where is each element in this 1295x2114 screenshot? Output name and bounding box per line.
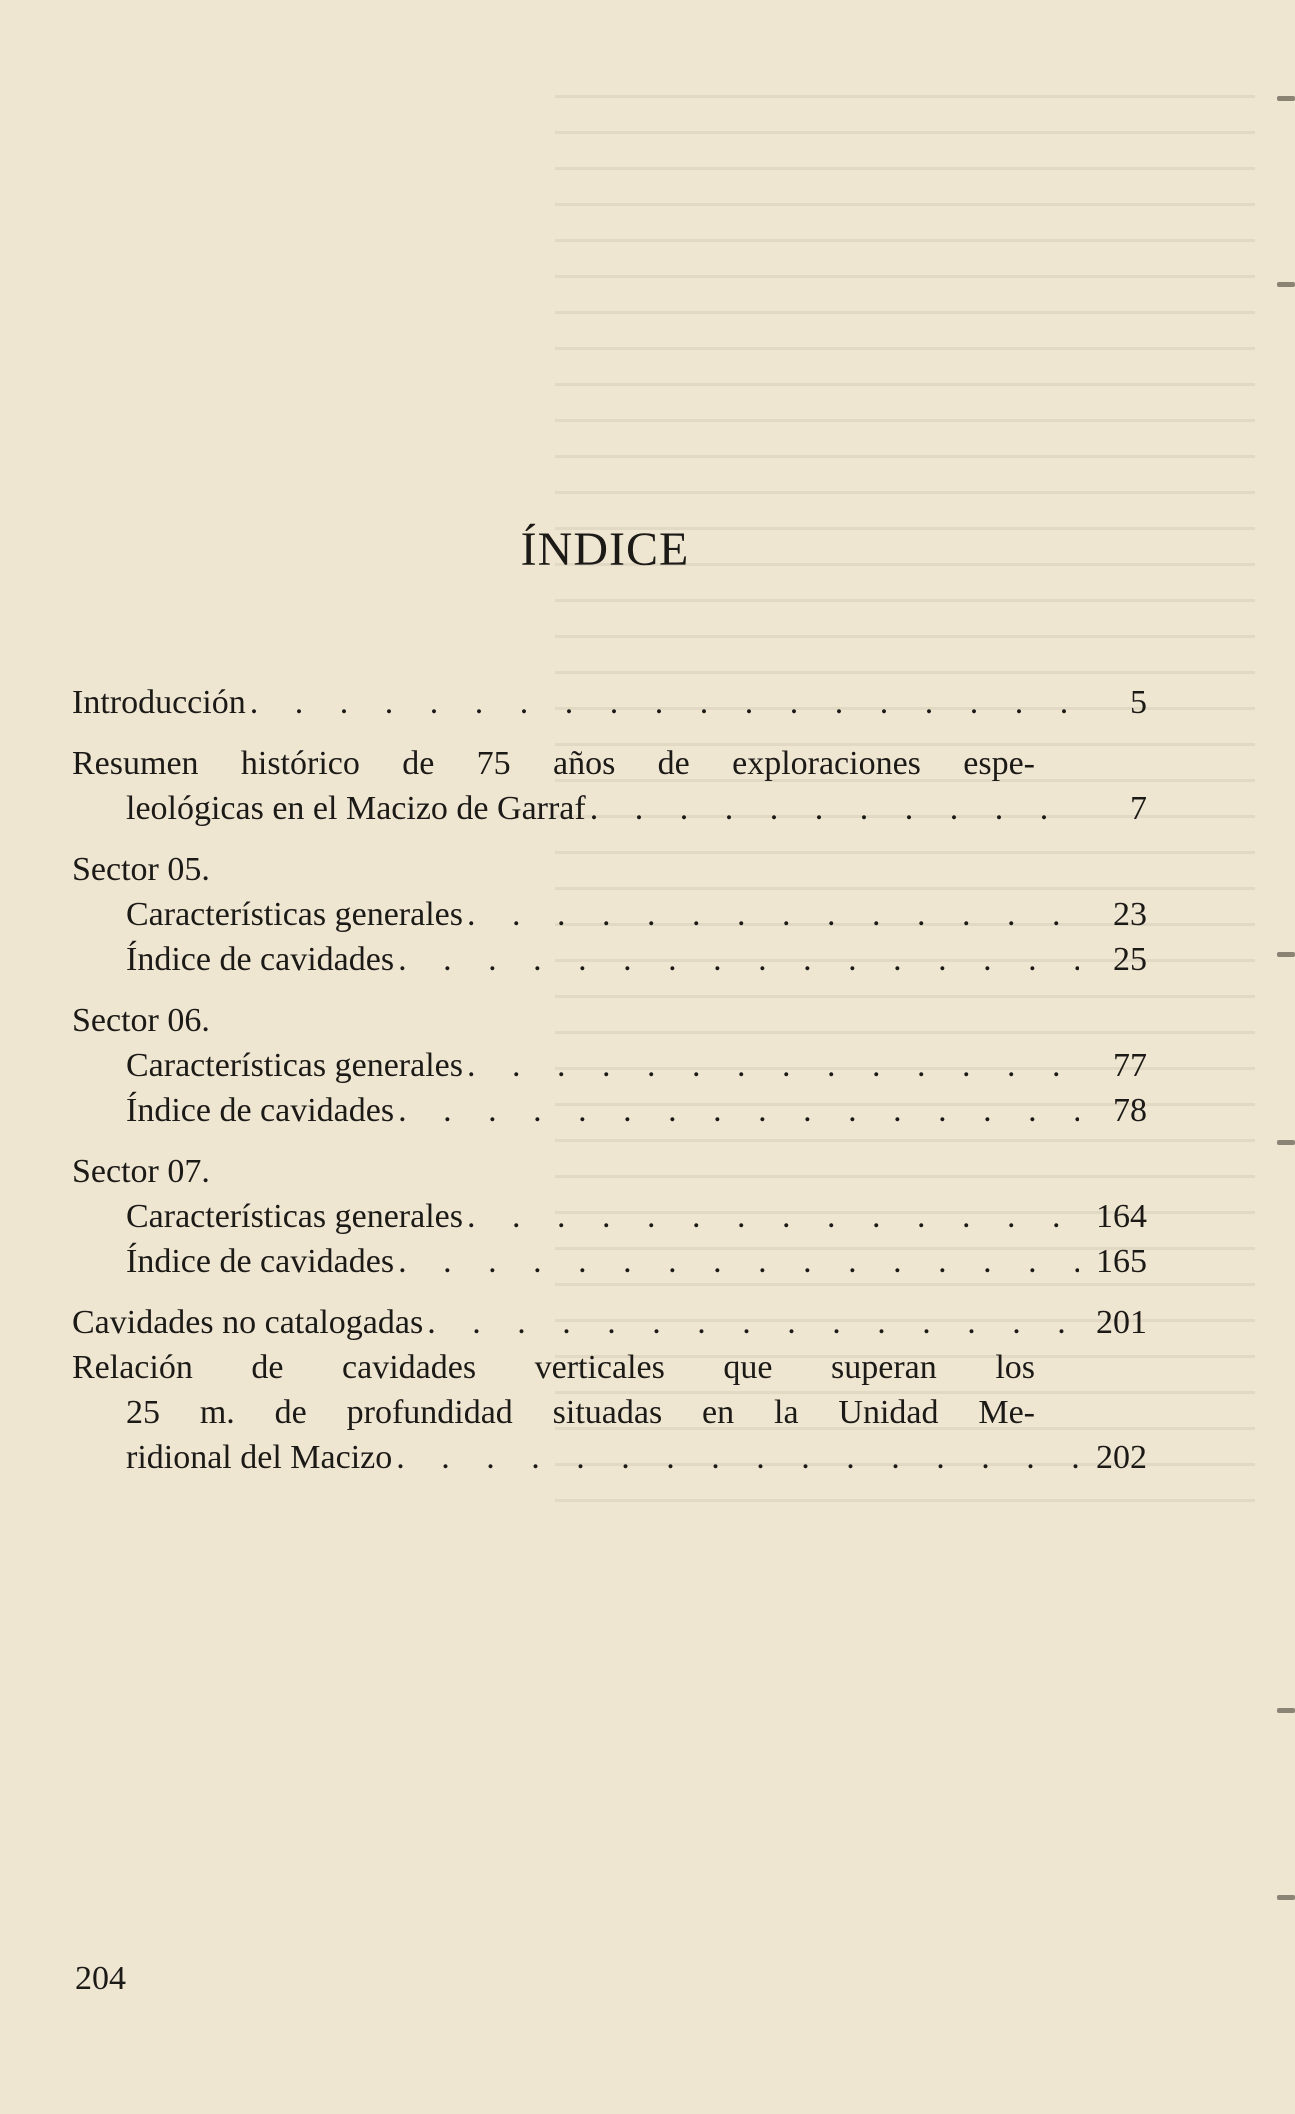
toc-entry-label: ridional del Macizo: [126, 1439, 393, 1476]
binding-notch: [1277, 952, 1295, 957]
dot-leader: [467, 892, 1079, 937]
toc-entry-label: Índice de cavidades: [126, 941, 395, 978]
toc-page-number: 7: [1130, 790, 1147, 827]
toc-entry-label: Índice de cavidades: [126, 1243, 395, 1280]
toc-page-number: 25: [1113, 941, 1147, 978]
toc-entry-label: Índice de cavidades: [126, 1092, 395, 1129]
toc-entry-sector05-indice: [72, 937, 1147, 982]
page-title: ÍNDICE: [520, 523, 690, 576]
toc-entry-relacion-line2: 25 m. de profundidad situadas en la Unidad Me-: [126, 1394, 1035, 1431]
toc-page-number: 5: [1130, 684, 1147, 721]
binding-notch: [1277, 1140, 1295, 1145]
toc-entry-resumen: [72, 786, 1147, 831]
dot-leader: [250, 680, 1079, 725]
toc-entry-label: Características generales: [126, 1047, 463, 1084]
toc-entry-label: Características generales: [126, 896, 463, 933]
binding-notch: [1277, 1895, 1295, 1900]
section-heading-sector-05: Sector 05.: [72, 851, 210, 888]
toc-entry-label: Introducción: [72, 684, 246, 721]
toc-page-number: 201: [1096, 1304, 1147, 1341]
dot-leader: [427, 1300, 1079, 1345]
toc-page-number: 23: [1113, 896, 1147, 933]
toc-entry-sector06-indice: [72, 1088, 1147, 1133]
toc-entry-cavidades-no-catalogadas: [72, 1300, 1147, 1345]
toc-page-number: 164: [1096, 1198, 1147, 1235]
dot-leader: [467, 1043, 1079, 1088]
toc-entry-introduccion: [72, 680, 1147, 725]
table-of-contents: [72, 680, 1147, 1480]
toc-entry-sector07-indice: [72, 1239, 1147, 1284]
toc-entry-label: Características generales: [126, 1198, 463, 1235]
toc-entry-sector06-caracteristicas: [72, 1043, 1147, 1088]
toc-entry-label: leológicas en el Macizo de Garraf: [126, 790, 586, 827]
dot-leader: [396, 1435, 1079, 1480]
dot-leader: [467, 1194, 1079, 1239]
toc-entry-sector05-caracteristicas: [72, 892, 1147, 937]
toc-entry-label: Cavidades no catalogadas: [72, 1304, 424, 1341]
page-folio-number: 204: [75, 1960, 126, 1997]
dot-leader: [398, 1239, 1079, 1284]
section-heading-sector-07: Sector 07.: [72, 1153, 210, 1190]
toc-entry-relacion: [72, 1435, 1147, 1480]
toc-entry-relacion-line1: Relación de cavidades verticales que superan los: [72, 1349, 1035, 1386]
dot-leader: [398, 937, 1079, 982]
binding-notch: [1277, 96, 1295, 101]
binding-notch: [1277, 282, 1295, 287]
dot-leader: [590, 786, 1079, 831]
toc-entry-resumen-line1: Resumen histórico de 75 años de exploraciones espe-: [72, 745, 1035, 782]
toc-entry-sector07-caracteristicas: [72, 1194, 1147, 1239]
toc-page-number: 202: [1096, 1439, 1147, 1476]
toc-page-number: 165: [1096, 1243, 1147, 1280]
binding-notch: [1277, 1708, 1295, 1713]
section-heading-sector-06: Sector 06.: [72, 1002, 210, 1039]
toc-page-number: 78: [1113, 1092, 1147, 1129]
toc-page-number: 77: [1113, 1047, 1147, 1084]
dot-leader: [398, 1088, 1079, 1133]
